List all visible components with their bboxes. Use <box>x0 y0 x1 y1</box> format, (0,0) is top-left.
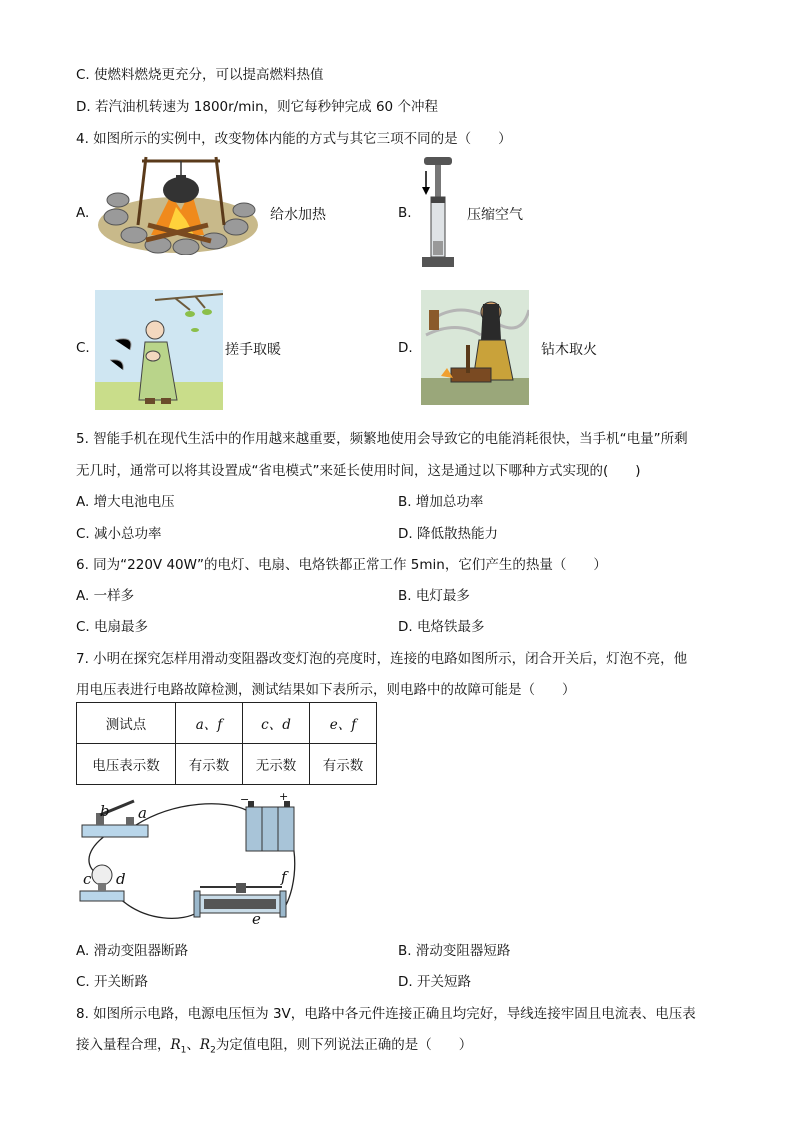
q7-stem-line2: 用电压表进行电路故障检测，测试结果如下表所示，则电路中的故障可能是（ ） <box>76 682 576 698</box>
q7-option-d: D. 开关短路 <box>398 974 471 990</box>
table-cell: 无示数 <box>243 744 310 785</box>
table-cell: 电压表示数 <box>77 744 176 785</box>
terminal-c-label: c <box>83 870 92 888</box>
q4-d-caption: 钻木取火 <box>541 342 597 358</box>
terminal-d-label: d <box>116 870 126 888</box>
table-cell: 有示数 <box>310 744 377 785</box>
battery-negative-label: − <box>240 793 250 806</box>
q3-option-d: D. 若汽油机转速为 1800r/min，则它每秒钟完成 60 个冲程 <box>76 99 438 115</box>
q8-stem-suffix: 为定值电阻，则下列说法正确的是（ ） <box>215 1037 473 1053</box>
table-cell: c、d <box>243 703 310 744</box>
table-row <box>77 744 377 785</box>
terminal-f-label: f <box>281 868 287 886</box>
q5-option-b: B. 增加总功率 <box>398 494 484 510</box>
table-row <box>77 703 377 744</box>
table-cell: e、f <box>310 703 377 744</box>
q7-stem-line1: 7. 小明在探究怎样用滑动变阻器改变灯泡的亮度时，连接的电路如图所示，闭合开关后，灯泡不亮，他 <box>76 651 688 667</box>
terminal-a-label: a <box>138 804 147 822</box>
q5-stem-line2: 无几时，通常可以将其设置成“省电模式”来延长使用时间，这是通过以下哪种方式实现的( ) <box>76 463 641 479</box>
q4-stem: 4. 如图所示的实例中，改变物体内能的方式与其它三项不同的是（ ） <box>76 131 512 147</box>
q5-stem-line1: 5. 智能手机在现代生活中的作用越来越重要，频繁地使用会导致它的电能消耗很快，当手机“电量”所剩 <box>76 431 688 447</box>
q6-option-d: D. 电烙铁最多 <box>398 619 485 635</box>
q5-option-c: C. 减小总功率 <box>76 526 162 542</box>
q6-stem: 6. 同为“220V 40W”的电灯、电扇、电烙铁都正常工作 5min，它们产生的热量（ ） <box>76 557 607 573</box>
battery-positive-label: + <box>279 790 289 803</box>
drilling-wood-fire-image <box>421 290 529 405</box>
q6-option-b: B. 电灯最多 <box>398 588 470 604</box>
q8-stem-line2 <box>76 1033 472 1056</box>
circuit-diagram <box>76 795 306 930</box>
q4-c-caption: 搓手取暖 <box>225 342 281 358</box>
q4-c-letter: C. <box>76 340 90 356</box>
resistor-r1-symbol: R <box>170 1037 181 1053</box>
q7-option-a: A. 滑动变阻器断路 <box>76 943 189 959</box>
table-cell: a、f <box>176 703 243 744</box>
q4-b-letter: B. <box>398 205 412 221</box>
voltage-test-table <box>76 702 377 785</box>
q4-d-letter: D. <box>398 340 413 356</box>
q5-option-a: A. 增大电池电压 <box>76 494 175 510</box>
q5-option-d: D. 降低散热能力 <box>398 526 498 542</box>
table-cell: 测试点 <box>77 703 176 744</box>
rubbing-hands-image <box>95 290 223 410</box>
campfire-kettle-image <box>96 155 261 255</box>
q6-option-a: A. 一样多 <box>76 588 135 604</box>
air-compression-piston-image <box>418 153 458 273</box>
q8-stem-line1: 8. 如图所示电路，电源电压恒为 3V，电路中各元件连接正确且均完好，导线连接牢固且电流表、电压表 <box>76 1006 696 1022</box>
q3-option-c: C. 使燃料燃烧更充分，可以提高燃料热值 <box>76 67 324 83</box>
q4-b-caption: 压缩空气 <box>467 207 523 223</box>
q8-stem-prefix: 接入量程合理， <box>76 1037 171 1053</box>
terminal-e-label: e <box>252 910 261 928</box>
q8-separator: 、 <box>186 1037 200 1053</box>
q7-option-b: B. 滑动变阻器短路 <box>398 943 511 959</box>
resistor-r2-subscript: 2 <box>210 1045 216 1056</box>
terminal-b-label: b <box>100 802 110 820</box>
q7-option-c: C. 开关断路 <box>76 974 149 990</box>
table-cell: 有示数 <box>176 744 243 785</box>
resistor-r1-subscript: 1 <box>180 1045 187 1056</box>
q6-option-c: C. 电扇最多 <box>76 619 149 635</box>
q4-a-letter: A. <box>76 205 90 221</box>
resistor-r2-symbol: R <box>199 1037 211 1053</box>
q4-a-caption: 给水加热 <box>270 207 326 223</box>
